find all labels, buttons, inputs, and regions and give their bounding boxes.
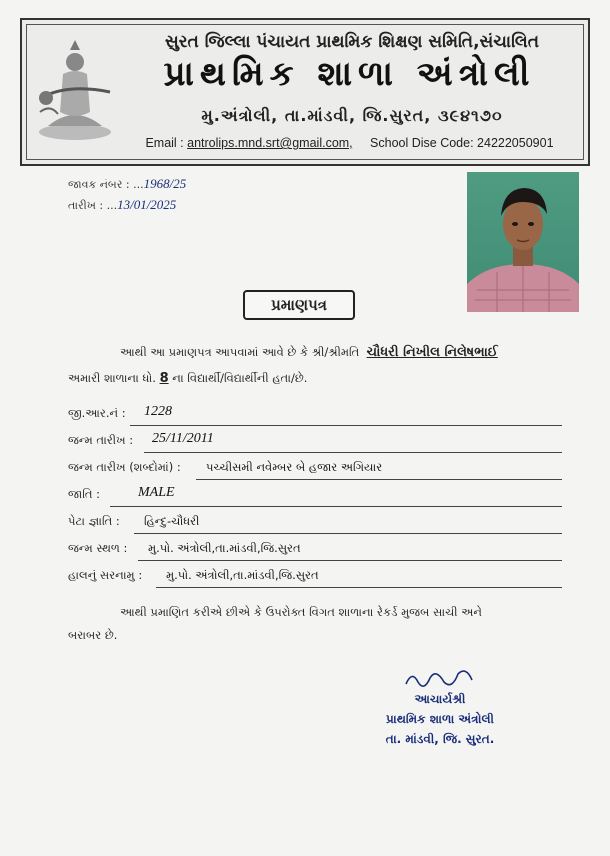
intro-text: આથી આ પ્રમાણપત્ર આપવામાં આવે છે કે શ્રી/શ્રીમતિ xyxy=(120,345,360,359)
school-letterhead xyxy=(20,18,590,166)
certificate-title-badge: પ્રમાણપત્ર xyxy=(243,290,355,320)
student-photo xyxy=(467,172,579,312)
birth-date-words-label: જન્મ તારીખ (શબ્દોમાં) : xyxy=(68,460,181,474)
underline xyxy=(110,506,562,507)
gr-number-value: 1228 xyxy=(144,404,172,419)
committee-line: સુરત જિલ્લા પંચાયત પ્રાથમિક શિક્ષણ સમિતિ,સંચાલિત xyxy=(164,32,540,52)
underline xyxy=(156,587,562,588)
intro-line xyxy=(120,345,498,360)
stamp-school-name: પ્રાથમિક શાળા અંત્રોલી xyxy=(386,712,494,726)
dise-code: 24222050901 xyxy=(477,136,554,150)
class-prefix: અમારી શાળાના ધો. xyxy=(68,371,156,385)
issue-date-value: 13/01/2025 xyxy=(117,197,177,212)
underline xyxy=(134,533,562,534)
class-value: 8 xyxy=(159,371,169,386)
student-name: ચૌધરી નિખીલ નિલેષભાઈ xyxy=(366,345,498,360)
stamp-taluka-district: તા. માંડવી, જિ. સુરત. xyxy=(385,732,495,746)
student-portrait-icon xyxy=(467,172,579,312)
outward-number-label: જાવક નંબર : xyxy=(68,178,130,191)
closing-line-2: બરાબર છે. xyxy=(68,628,118,642)
birth-date-words-value: પચ્ચીસમી નવેમ્બર બે હજાર અગિયાર xyxy=(206,460,383,474)
birth-date-value: 25/11/2011 xyxy=(152,431,214,446)
email-label: Email : xyxy=(145,136,184,150)
sub-caste-value: હિન્દુ-ચૌધરી xyxy=(144,514,200,528)
current-address-label: હાલનું સરનામુ : xyxy=(68,568,143,582)
underline xyxy=(138,560,562,561)
current-address-value: મુ.પો. અંત્રોલી,તા.માંડવી,જિ.સુરત xyxy=(166,568,319,582)
principal-title: આચાર્યશ્રી xyxy=(414,692,466,706)
gender-value: MALE xyxy=(138,485,175,500)
school-name-title: પ્રાથમિક શાળા અંત્રોલી xyxy=(163,54,536,94)
gender-label: જાતિ : xyxy=(68,487,100,501)
saraswati-logo-icon xyxy=(30,34,120,144)
outward-number-value: 1968/25 xyxy=(143,176,187,191)
school-address: મુ.અંત્રોલી, તા.માંડવી, જિ.સુરત, ૩૯૪૧૭૦ xyxy=(201,106,503,125)
issue-date-row: તારીખ : ...13/01/2025 xyxy=(68,197,177,212)
dise-label: School Dise Code: xyxy=(370,136,474,150)
class-line xyxy=(68,371,307,386)
closing-line-1: આથી પ્રમાણિત કરીએ છીએ કે ઉપરોક્ત વિગત શાળાના રેકર્ડ મુજબ સાચી અને xyxy=(120,605,482,619)
issue-date-label: તારીખ : xyxy=(68,199,104,212)
contact-line xyxy=(122,136,577,150)
sub-caste-label: પેટા જ્ઞાતિ : xyxy=(68,514,120,528)
birth-date-label: જન્મ તારીખ : xyxy=(68,433,134,447)
gr-number-label: જી.આર.નં : xyxy=(68,406,126,420)
class-suffix: ના વિદ્યાર્થી/વિદ્યાર્થીની હતા/છે. xyxy=(172,371,308,385)
birth-place-value: મુ.પો. અંત્રોલી,તા.માંડવી,જિ.સુરત xyxy=(148,541,301,555)
underline xyxy=(196,479,562,480)
birth-place-label: જન્મ સ્થળ : xyxy=(68,541,128,555)
email-link[interactable]: antrolips.mnd.srt@gmail.com, xyxy=(187,136,353,150)
outward-number-row: જાવક નંબર : ...1968/25 xyxy=(68,176,187,191)
underline xyxy=(144,452,562,453)
signature-scribble-icon xyxy=(400,664,480,694)
underline xyxy=(130,425,562,426)
